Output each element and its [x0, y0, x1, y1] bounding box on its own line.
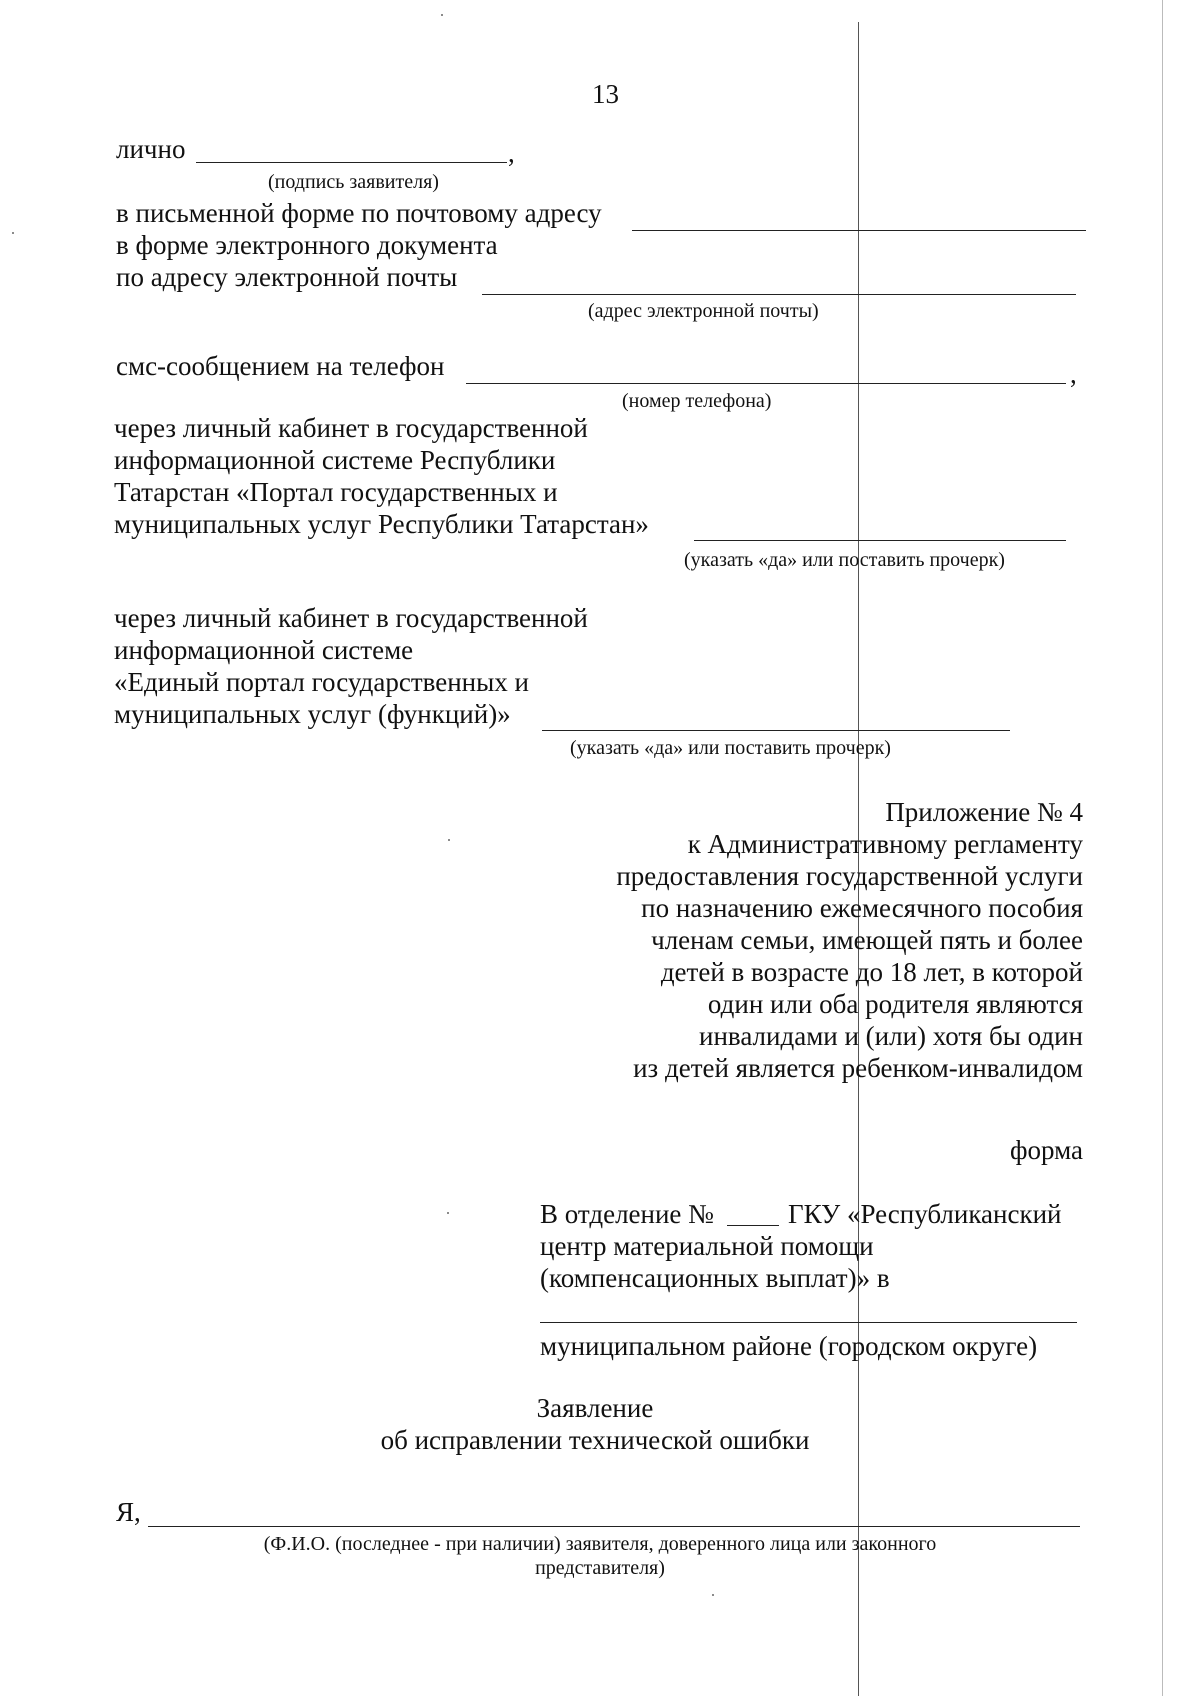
rt-portal-line: через личный кабинет в государственной: [114, 413, 588, 443]
form-label: форма: [1010, 1135, 1083, 1165]
signature-caption: (подпись заявителя): [268, 171, 439, 193]
email-caption: (адрес электронной почты): [588, 300, 819, 322]
rt-portal-line: информационной системе Республики: [114, 445, 556, 475]
applicant-caption-line1: (Ф.И.О. (последнее - при наличии) заявителя, доверенного лица или законного: [263, 1533, 937, 1555]
electronic-option-line1: в форме электронного документа: [116, 230, 498, 260]
applicant-prefix: Я,: [116, 1497, 141, 1527]
page-number: 13: [592, 79, 619, 109]
appendix-line: детей в возрасте до 18 лет, в которой: [660, 957, 1083, 987]
appendix-line: из детей является ребенком-инвалидом: [633, 1053, 1083, 1083]
department-number-line[interactable]: [727, 1225, 779, 1226]
personal-label: лично: [116, 134, 186, 164]
electronic-option-line2: по адресу электронной почты: [116, 262, 458, 292]
unified-portal-line: через личный кабинет в государственной: [114, 603, 588, 633]
rt-portal-line: Татарстан «Портал государственных и: [114, 477, 558, 507]
scan-speck: [441, 14, 443, 16]
addressee-line5: муниципальном районе (городском округе): [540, 1331, 1038, 1361]
unified-portal-line: «Единый портал государственных и: [114, 667, 529, 697]
phone-caption: (номер телефона): [622, 390, 772, 412]
email-line[interactable]: [482, 294, 1076, 295]
rt-portal-caption: (указать «да» или поставить прочерк): [684, 549, 1005, 571]
scan-speck: [448, 839, 450, 841]
scan-speck: [12, 232, 14, 234]
appendix-line: членам семьи, имеющей пять и более: [651, 925, 1083, 955]
personal-comma: ,: [508, 138, 515, 168]
appendix-line: по назначению ежемесячного пособия: [641, 893, 1083, 923]
scan-speck: [447, 1212, 449, 1214]
unified-portal-line: информационной системе: [114, 635, 414, 665]
applicant-name-line[interactable]: [148, 1526, 1080, 1527]
sms-comma: ,: [1070, 359, 1077, 389]
postal-address-line[interactable]: [632, 230, 1086, 231]
addressee-suffix: ГКУ «Республиканский: [788, 1199, 1062, 1229]
page-edge-line: [1162, 0, 1163, 1696]
appendix-line: предоставления государственной услуги: [616, 861, 1083, 891]
signature-line[interactable]: [196, 162, 507, 163]
scan-speck: [712, 1594, 714, 1596]
unified-portal-line: муниципальных услуг (функций)»: [114, 699, 511, 729]
addressee-line3: (компенсационных выплат)» в: [540, 1263, 890, 1293]
appendix-line: один или оба родителя являются: [707, 989, 1083, 1019]
rt-portal-answer-line[interactable]: [694, 540, 1066, 541]
addressee-line2: центр материальной помощи: [540, 1231, 874, 1261]
appendix-line: к Административному регламенту: [687, 829, 1083, 859]
postal-option: в письменной форме по почтовому адресу: [116, 198, 602, 228]
document-title: Заявление: [536, 1393, 654, 1423]
document-subtitle: об исправлении технической ошибки: [380, 1425, 810, 1455]
phone-line[interactable]: [466, 383, 1066, 384]
appendix-line: Приложение № 4: [885, 797, 1083, 827]
addressee-prefix: В отделение №: [540, 1199, 714, 1229]
unified-portal-answer-line[interactable]: [542, 730, 1010, 731]
sms-option: смс-сообщением на телефон: [116, 351, 445, 381]
unified-portal-caption: (указать «да» или поставить прочерк): [570, 737, 891, 759]
rt-portal-line: муниципальных услуг Республики Татарстан»: [114, 509, 649, 539]
district-line[interactable]: [540, 1322, 1077, 1323]
appendix-line: инвалидами и (или) хотя бы один: [699, 1021, 1083, 1051]
applicant-caption-line2: представителя): [535, 1557, 665, 1579]
